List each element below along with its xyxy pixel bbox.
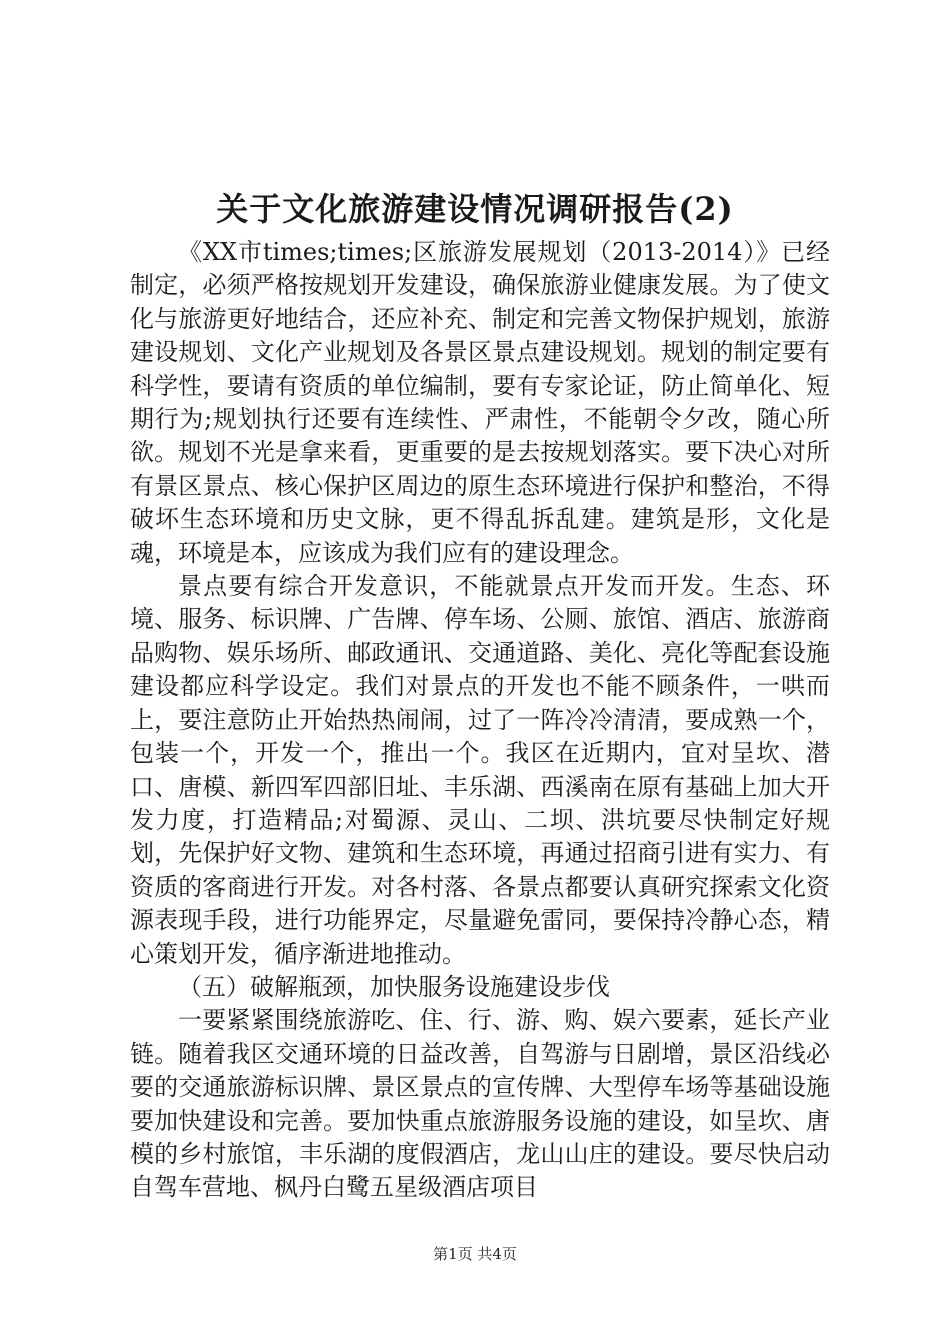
- paragraph-scenic-development: 景点要有综合开发意识，不能就景点开发而开发。生态、环境、服务、标识牌、广告牌、停车场、公厕、旅馆、酒店、旅游商品购物、娱乐场所、邮政通讯、交通道路、美化、亮化等配套设施建设都应科学设定。我们对景点的开发也不能不顾条件，一哄而上，要注意防止开始热热闹闹，过了一阵冷冷清清，要成熟一个，包装一个，开发一个，推出一个。我区在近期内，宜对呈坎、潜口、唐模、新四军四部旧址、丰乐湖、西溪南在原有基础上加大开发力度，打造精品;对蜀源、灵山、二坝、洪坑要尽快制定好规划，先保护好文物、建筑和生态环境，再通过招商引进有实力、有资质的客商进行开发。对各村落、各景点都要认真研究探索文化资源表现手段，进行功能界定，尽量避免雷同，要保持冷静心态，精心策划开发，循序渐进地推动。: [130, 572, 830, 968]
- section-heading-five: （五）破解瓶颈，加快服务设施建设步伐: [178, 972, 610, 1001]
- document-title: 关于文化旅游建设情况调研报告(2): [216, 190, 734, 228]
- document-body: [130, 236, 830, 1205]
- paragraph-service-facilities: 一要紧紧围绕旅游吃、住、行、游、购、娱六要素，延长产业链。随着我区交通环境的日益改善，自驾游与日剧增，景区沿线必要的交通旅游标识牌、景区景点的宣传牌、大型停车场等基础设施要加快建设和完善。要加快重点旅游服务设施的建设，如呈坎、唐模的乡村旅馆，丰乐湖的度假酒店，龙山山庄的建设。要尽快启动自驾车营地、枫丹白鹭五星级酒店项目: [130, 1006, 830, 1202]
- page-number-footer: 第1页 共4页: [433, 1245, 517, 1263]
- paragraph-planning: 《XX市times;times;区旅游发展规划（2013-2014）》已经制定，必须严格按规划开发建设，确保旅游业健康发展。为了使文化与旅游更好地结合，还应补充、制定和完善文物保护规划，旅游建设规划、文化产业规划及各景区景点建设规划。规划的制定要有科学性，要请有资质的单位编制，要有专家论证，防止简单化、短期行为;规划执行还要有连续性、严肃性，不能朝令夕改，随心所欲。规划不光是拿来看，更重要的是去按规划落实。要下决心对所有景区景点、核心保护区周边的原生态环境进行保护和整治，不得破坏生态环境和历史文脉，更不得乱拆乱建。建筑是形，文化是魂，环境是本，应该成为我们应有的建设理念。: [130, 238, 830, 567]
